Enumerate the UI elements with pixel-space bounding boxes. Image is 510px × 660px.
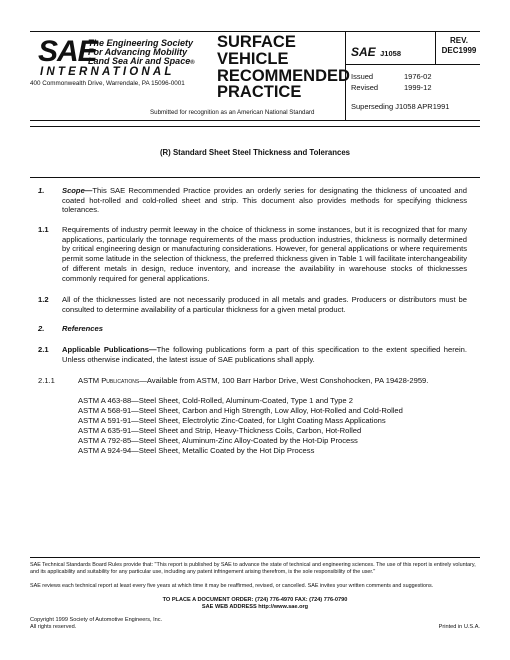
section-2-1-1-text: ASTM Publications—Available from ASTM, 100 Barr Harbor Drive, West Conshohocken, PA 19428-2959. — [78, 376, 429, 385]
section-1-2-text: All of the thicknesses listed are not necessarily produced in all metals and grades. Producers or distributors must be consulted to determine availability of a particular thickness for a given metal product. — [62, 295, 467, 314]
list-item: ASTM A 792-85—Steel Sheet, Aluminum-Zinc Alloy-Coated by the Hot-Dip Process — [78, 435, 358, 445]
footer-rule — [30, 557, 480, 558]
footer-web-line: SAE WEB ADDRESS http://www.sae.org — [201, 604, 309, 610]
footer-copyright: Copyright 1999 Society of Automotive Engineers, Inc. — [30, 617, 163, 623]
footer-order-line: TO PLACE A DOCUMENT ORDER: (724) 776-4970 FAX: (724) 776-0790 — [162, 597, 348, 603]
section-2-1-1-number: 2.1.1 — [38, 376, 55, 385]
section-1-scope: Scope—This SAE Recommended Practice provides an orderly series for designating the thickness of uncoated and coated hot-rolled and cold-rolled sheet and strip. This document also provides methods for specifying thickness tolerances. — [62, 186, 467, 215]
header-mid-rule — [345, 64, 480, 65]
header-bottom-rule — [30, 120, 480, 121]
revised-label: Revised — [351, 83, 379, 92]
list-item: ASTM A 924-94—Steel Sheet, Metallic Coated by the Hot Dip Process — [78, 445, 315, 455]
sae-logo: SAE — [38, 35, 97, 68]
sae-society-text: The Engineering Society For Advancing Mobility Land Sea Air and Space® — [88, 38, 195, 66]
section-1-2-number: 1.2 — [38, 295, 49, 304]
sae-international-wordmark: INTERNATIONAL — [40, 66, 175, 78]
footer-rules-text: SAE Technical Standards Board Rules provide that: "This report is published by SAE to advance the state of technical and engineering sciences. The use of this report is entirely voluntary, and its applicability and suitability for any particular use, including any patent infringement arising therefrom, is the sole responsibility of the user." — [30, 562, 476, 575]
list-item: ASTM A 463-88—Steel Sheet, Cold-Rolled, Aluminum-Coated, Type 1 and Type 2 — [78, 396, 353, 405]
section-1-1-text: Requirements of industry permit leeway in the choice of thickness in some instances, but it is recognized that for many applications, particularly the tonnage requirements of the mass production industries, thickness is normally determined by critical engineering design or manufacturing considerations. However, for general applications or where requirements permit some latitude in the selection of thickness, the preferred thickness given in Table 1 will facilitate interchangeability of different metals in design, reduce inventory, and increase the availability in warehouse stocks of thicknesses commonly required for general applications. — [62, 225, 467, 283]
list-item: ASTM A 635-91—Steel Sheet and Strip, Heavy-Thickness Coils, Carbon, Hot-Rolled — [78, 425, 362, 435]
footer-review-text: SAE reviews each technical report at least every five years at which time it may be reaffirmed, revised, or cancelled. SAE invites your written comments and suggestions. — [30, 583, 434, 589]
section-2-1-number: 2.1 — [38, 345, 49, 354]
issued-date: 1976-02 — [404, 72, 432, 81]
sae-address: 400 Commonwealth Drive, Warrendale, PA 15096-0001 — [30, 80, 185, 87]
list-item: ASTM A 568-91—Steel Sheet, Carbon and High Strength, Low Alloy, Hot-Rolled and Cold-Rolled — [78, 405, 403, 415]
section-1-number: 1. — [38, 186, 45, 195]
revision-label: REV. DEC1999 — [441, 36, 477, 55]
section-2-1-text: Applicable Publications—The following publications form a part of this specification to the extent specified herein. Unless otherwise indicated, the latest issue of SAE publications shall apply. — [62, 345, 467, 364]
header-top-rule — [30, 31, 480, 32]
title-box-top — [30, 126, 480, 127]
astm-list — [78, 396, 403, 455]
footer-printed: Printed in U.S.A. — [438, 624, 480, 630]
section-1-1-number: 1.1 — [38, 225, 49, 234]
document-code: SAE J1058 — [351, 45, 401, 59]
footer-rights: All rights reserved. — [30, 624, 77, 630]
submitted-note: Submitted for recognition as an American National Standard — [150, 109, 315, 116]
superseding: Superseding J1058 APR1991 — [351, 102, 450, 111]
header-divider-2 — [435, 31, 436, 64]
title-box-bottom — [30, 177, 480, 178]
section-2-heading: References — [62, 324, 103, 333]
section-2-number: 2. — [38, 324, 45, 333]
revised-date: 1999-12 — [404, 83, 432, 92]
list-item: ASTM A 591-91—Steel Sheet, Electrolytic Zinc-Coated, for LIght Coating Mass Applications — [78, 415, 386, 425]
issued-label: Issued — [351, 72, 374, 81]
document-title: (R) Standard Sheet Steel Thickness and Tolerances — [159, 148, 351, 157]
document-type: SURFACE VEHICLE RECOMMENDED PRACTICE — [217, 33, 350, 102]
